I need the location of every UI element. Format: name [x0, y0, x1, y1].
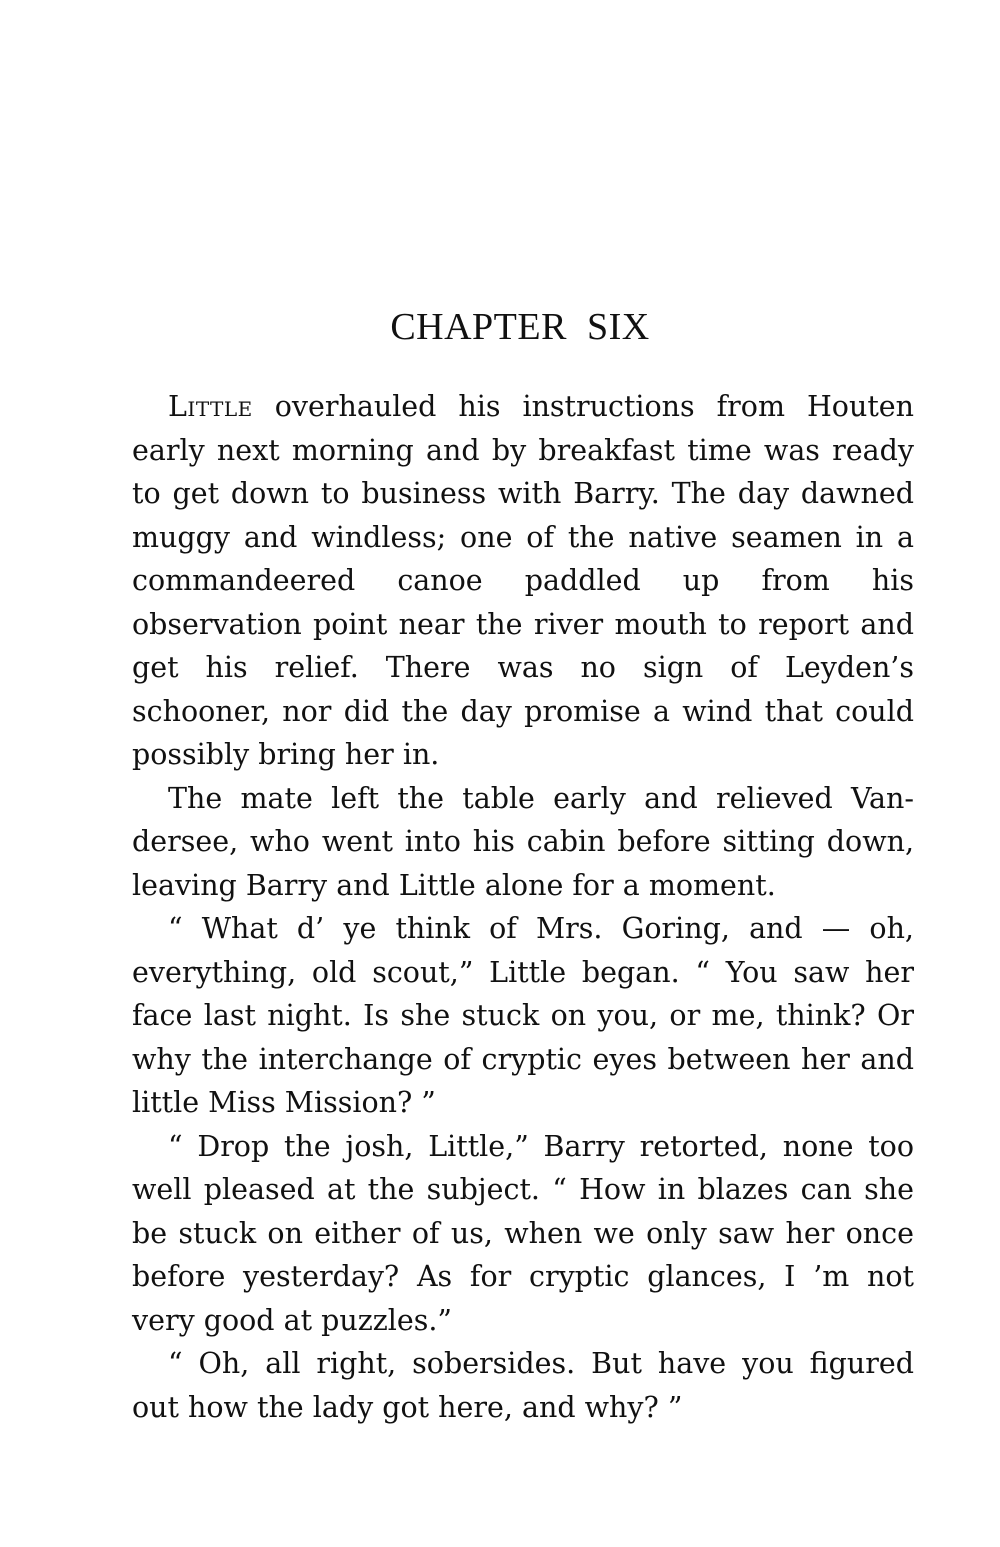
chapter-body — [132, 385, 914, 1429]
paragraph-text: “ Drop the josh, Little,” Barry retorted, none too well pleased at the subject. “ How in blazes can she be stuck on either of us, when we only saw her once before yesterday? As for cryptic glances, I ’m not very good at puzzles.” — [132, 1129, 914, 1337]
paragraph — [132, 385, 914, 777]
paragraph-text: “ What d’ ye think of Mrs. Goring, and — oh, everything, old scout,” Little began. “ You saw her face last night. Is she stuck on you, or me, think? Or why the interchange of cryptic eyes between her and little Miss Mission? ” — [132, 912, 914, 1119]
paragraph-text: “ Oh, all right, sobersides. But have you figured out how the lady got here, and why? ” — [132, 1347, 914, 1424]
paragraph-lead-word: Little — [168, 390, 253, 423]
paragraph — [132, 777, 914, 908]
paragraph-text: overhauled his instructions from Houten early next morning and by breakfast time was ready to get down to business with Barry. The day dawned muggy and windless; one of the native seamen in a commandeered canoe paddled up from his observation point near the river mouth to report and get his relief. There was no sign of Leyden’s schooner, nor did the day promise a wind that could possibly bring her in. — [132, 390, 914, 771]
paragraph — [132, 1125, 914, 1343]
chapter-heading: CHAPTER SIX — [390, 306, 650, 348]
paragraph — [132, 907, 914, 1125]
paragraph — [132, 1342, 914, 1429]
paragraph-text: The mate left the table early and relieved Vandersee, who went into his cabin before sitting down, leaving Barry and Little alone for a moment. — [132, 781, 914, 902]
